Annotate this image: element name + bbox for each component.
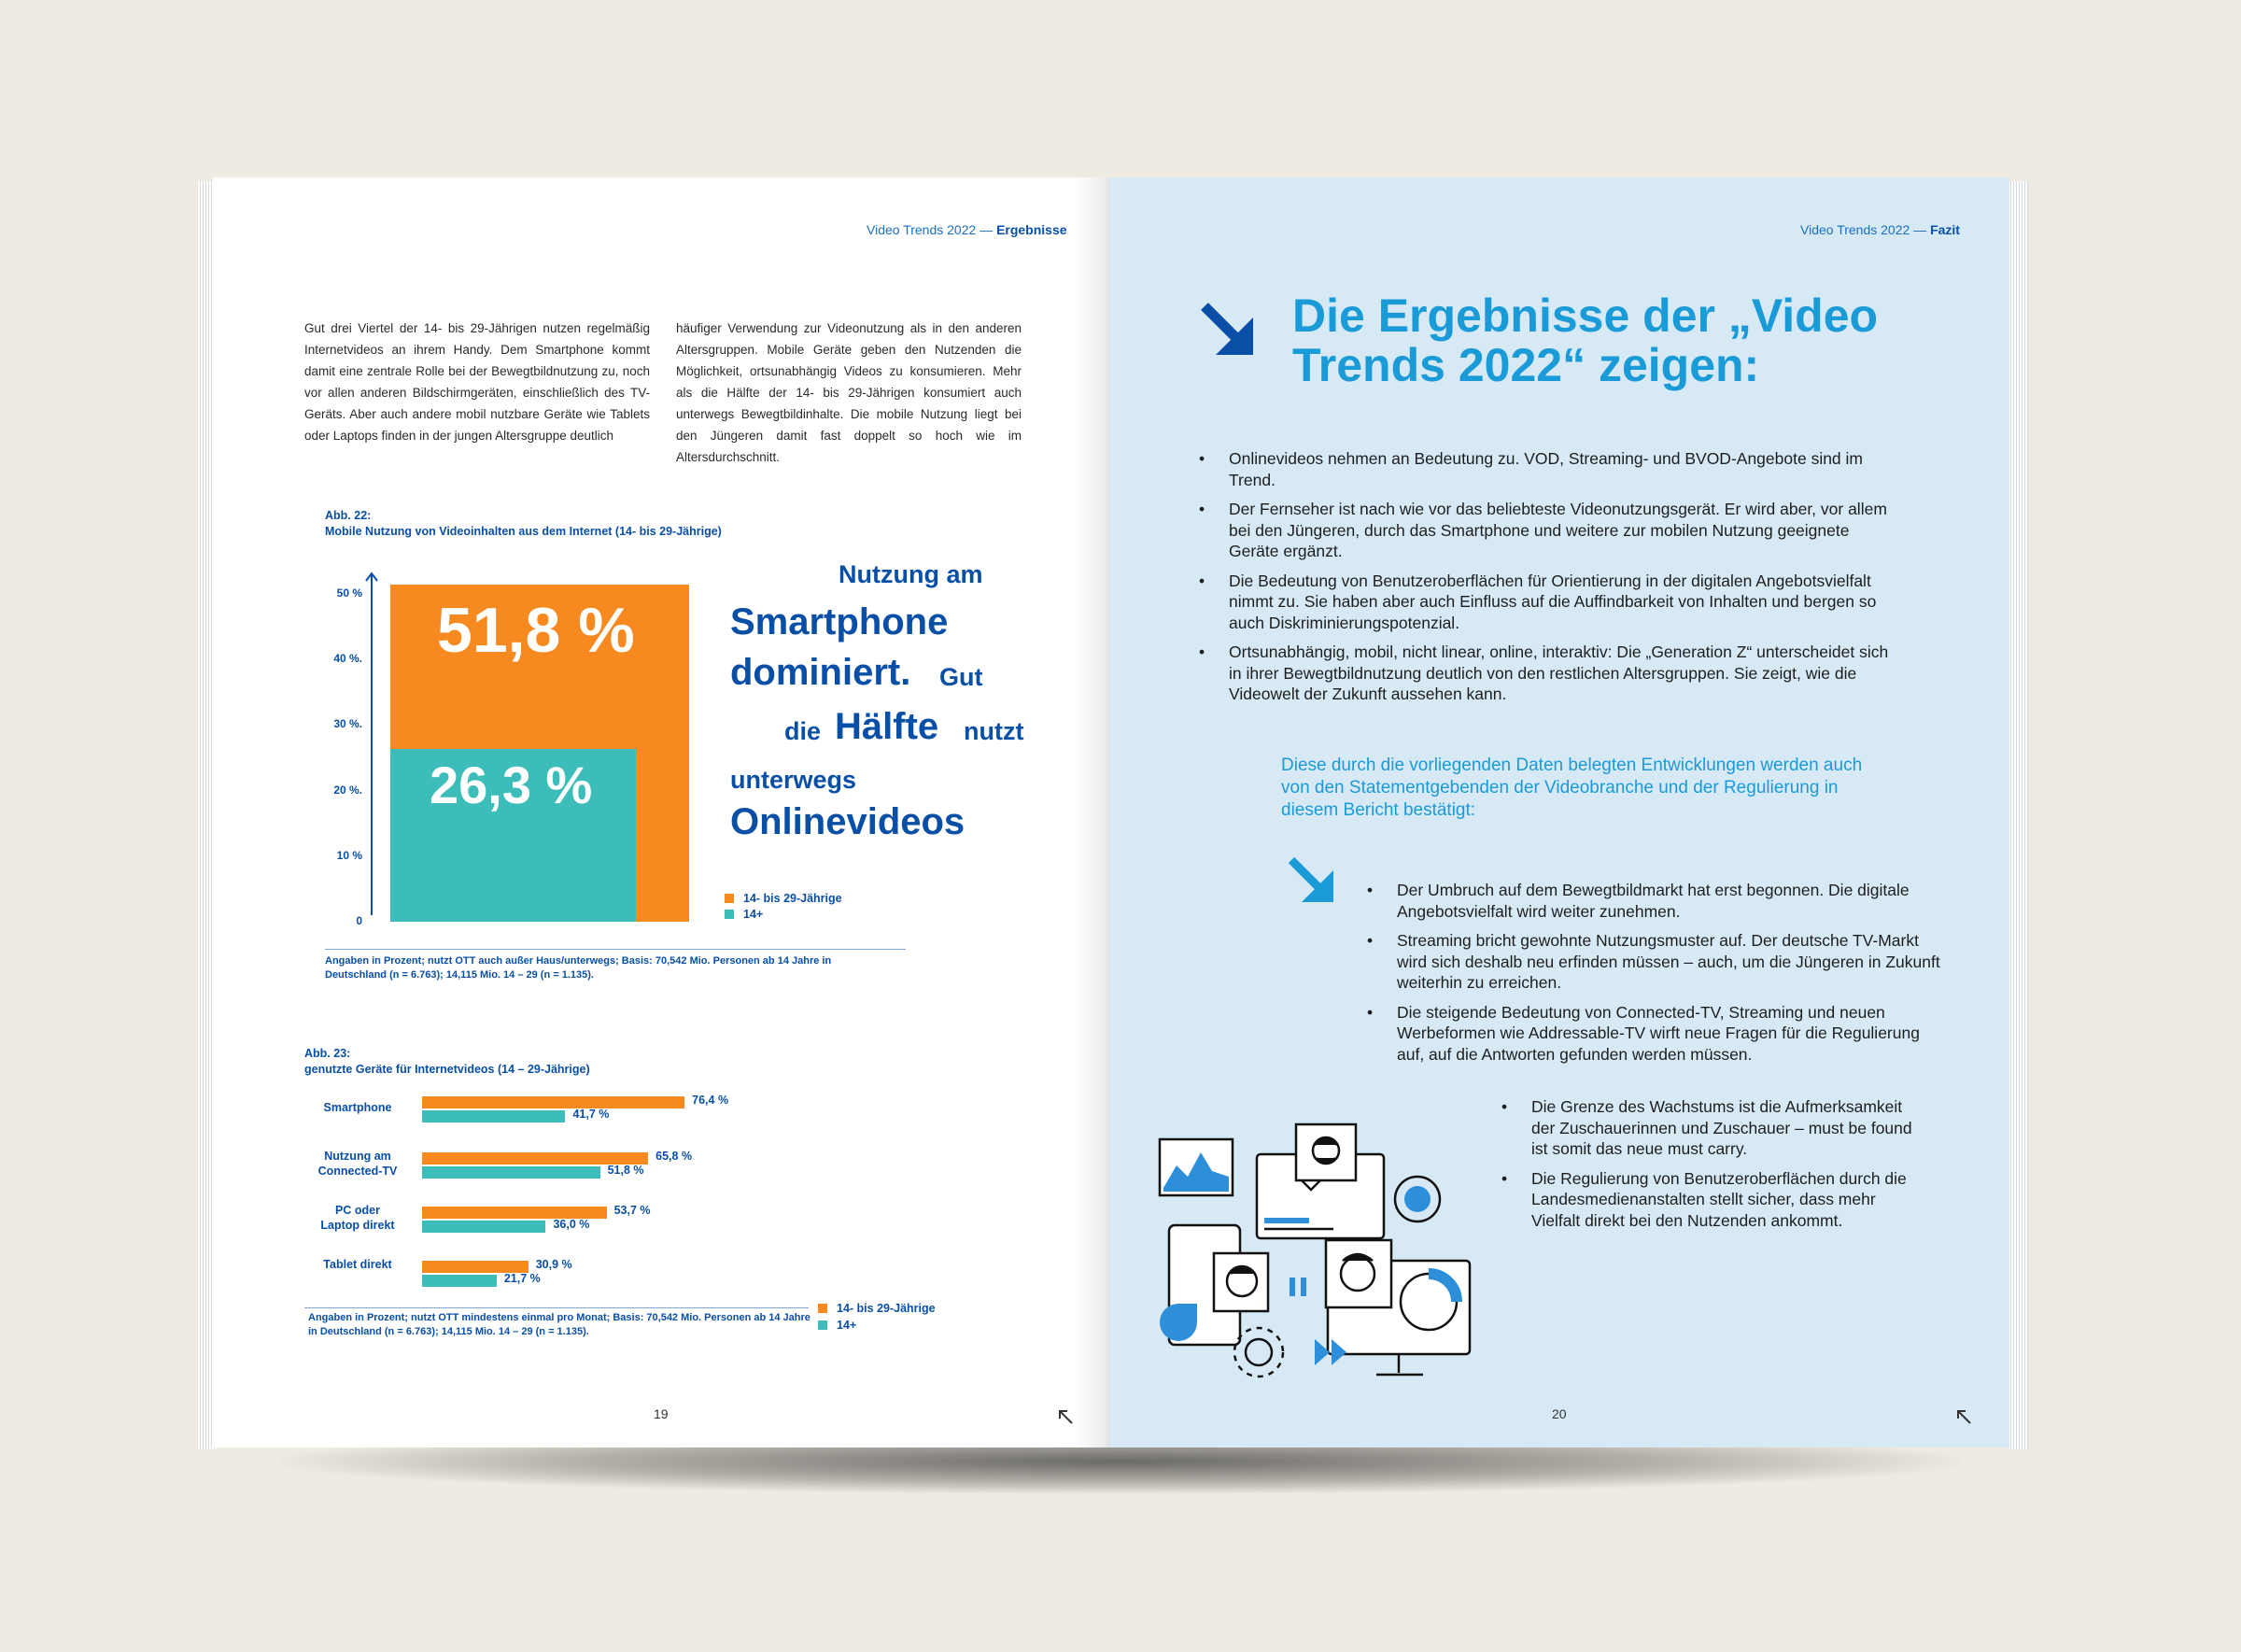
fig22-word-5: die xyxy=(784,717,822,745)
list-item: • Ortsunabhängig, mobil, nicht linear, online, interaktiv: Die „Generation Z“ unterscheidet sich in ihrer Bewegtbildnutzung deutlich von den restlichen Altersgruppen. Sie zeigt, wie die Videowelt der Zukunft aussehen kann. xyxy=(1199,642,1890,705)
fig23-bar xyxy=(422,1275,497,1287)
fig23-bar xyxy=(422,1096,684,1108)
fig22-heading: Abb. 22: Mobile Nutzung von Videoinhalten aus dem Internet (14- bis 29-Jährige) xyxy=(325,509,722,538)
fig22-rule xyxy=(325,949,906,950)
fig23-bar xyxy=(422,1166,600,1179)
list-item: • Der Umbruch auf dem Bewegtbildmarkt hat erst begonnen. Die digitale Angebotsvielfalt wird weiter zunehmen. xyxy=(1367,880,1946,922)
left-text-column-1: Gut drei Viertel der 14- bis 29-Jährigen nutzen regelmäßig Internetvideos an ihrem Handy. Dem Smartphone kommt damit eine zentrale Rolle bei der Bewegtbildnutzung zu, noch vor allen anderen Bildschirmgeräten, einschließlich des TV-Geräts. Aber auch andere mobil nutzbare Geräte wie Tablets oder Laptops finden in der jungen Altersgruppe deutlich xyxy=(304,321,650,443)
list-item: • Die Bedeutung von Benutzeroberflächen für Orientierung in der digitalen Angebotsvielfalt nimmt zu. Sie haben aber auch Einfluss auf die Auffindbarkeit von Inhalten und bergen so auch Diskriminierungspotenzial. xyxy=(1199,571,1890,634)
fig23-bar xyxy=(422,1110,565,1123)
fig22-note: Angaben in Prozent; nutzt OTT auch außer Haus/unterwegs; Basis: 70,542 Mio. Personen ab 14 Jahre in Deutschland (n = 6.763); 14,115 Mio. 14 – 29 (n = 1.135). xyxy=(325,955,832,981)
conclusion-bullet-list xyxy=(1501,1096,1912,1239)
fig23-category-label: Smartphone xyxy=(323,1101,392,1114)
fig22-value-14plus: 26,3 % xyxy=(430,755,593,815)
fig22-y-tick: 30 %. xyxy=(333,717,362,731)
fig22-y-tick: 0 xyxy=(356,914,362,927)
list-item: • Die steigende Bedeutung von Connected-TV, Streaming und neuen Werbeformen wie Addressable-TV wirft neue Fragen für die Regulierung auf, auf die Antworten gefunden werden müssen. xyxy=(1367,1002,1946,1066)
fig23-bar xyxy=(422,1221,545,1233)
fig23-legend-14plus: 14+ xyxy=(818,1319,856,1332)
left-page-header: Video Trends 2022 — Ergebnisse xyxy=(867,222,1067,237)
left-page xyxy=(213,177,1109,1447)
right-page-header: Video Trends 2022 — Fazit xyxy=(1800,222,1960,237)
fig22-y-axis xyxy=(362,570,381,920)
right-page xyxy=(1109,177,2009,1447)
page-stack-right xyxy=(2008,181,2028,1449)
fig23-value-label: 21,7 % xyxy=(503,1272,541,1285)
list-item: • Die Regulierung von Benutzeroberflächen durch die Landesmedienanstalten stellt sicher, dass mehr Vielfalt direkt bei den Nutzenden ankommt. xyxy=(1501,1168,1912,1232)
fig23-category-label: PC oder Laptop direkt xyxy=(320,1204,395,1232)
fig22-word-2: Smartphone xyxy=(730,601,949,642)
fig22-word-9: Onlinevideos xyxy=(730,801,965,842)
list-item: • Onlinevideos nehmen an Bedeutung zu. VOD, Streaming- und BVOD-Angebote sind im Trend. xyxy=(1199,448,1890,490)
devices-illustration xyxy=(1156,1121,1492,1391)
list-item: • Die Grenze des Wachstums ist die Aufmerksamkeit der Zuschauerinnen und Zuschauer – must be found ist somit das neue must carry. xyxy=(1501,1096,1912,1160)
arrow-down-right-icon xyxy=(1199,301,1257,359)
list-item: • Streaming bricht gewohnte Nutzungsmuster auf. Der deutsche TV-Markt wird sich deshalb neu erfinden müssen – auch, um die Jüngeren in Zukunft weiterhin zu erreichen. xyxy=(1367,930,1946,994)
right-page-number: 20 xyxy=(1552,1406,1567,1421)
back-arrow-icon-right[interactable] xyxy=(1955,1408,1972,1425)
back-arrow-icon[interactable] xyxy=(1057,1408,1074,1425)
fig22-y-tick: 10 % xyxy=(336,848,362,862)
fig23-value-label: 76,4 % xyxy=(692,1094,729,1107)
fig22-y-tick: 20 %. xyxy=(333,783,362,797)
left-page-number: 19 xyxy=(654,1406,669,1421)
fig22-bar-14plus xyxy=(390,749,636,922)
fig23-value-label: 36,0 % xyxy=(553,1218,590,1231)
right-page-title: Die Ergebnisse der „Video Trends 2022“ zeigen: xyxy=(1292,289,1879,391)
fig23-category-label: Nutzung am Connected-TV xyxy=(317,1150,398,1178)
fig22-value-14-29: 51,8 % xyxy=(437,595,635,666)
fig23-value-label: 51,8 % xyxy=(607,1164,644,1177)
fig22-word-3: dominiert. xyxy=(730,652,911,693)
fig23-note: Angaben in Prozent; nutzt OTT mindestens einmal pro Monat; Basis: 70,542 Mio. Personen ab 14 Jahre in Deutschland (n = 6.763); 14,115 Mio. 14 – 29 (n = 1.135). xyxy=(308,1312,810,1337)
fig23-heading: Abb. 23: genutzte Geräte für Internetvideos (14 – 29-Jährige) xyxy=(304,1047,590,1076)
fig22-y-tick: 40 %. xyxy=(333,652,362,666)
fig23-legend-14-29: 14- bis 29-Jährige xyxy=(818,1302,936,1315)
fig22-word-6: Hälfte xyxy=(835,706,939,747)
summary-bullet-list xyxy=(1199,448,1890,713)
fig23-value-label: 41,7 % xyxy=(572,1108,610,1121)
fig22-legend-14-29: 14- bis 29-Jährige xyxy=(725,892,842,905)
fig23-value-label: 30,9 % xyxy=(535,1258,572,1271)
fig23-category-label: Tablet direkt xyxy=(323,1258,392,1271)
fig22-word-8: unterwegs xyxy=(730,766,857,794)
statement-bullet-list xyxy=(1367,880,1946,1073)
left-text-column-2: häufiger Verwendung zur Videonutzung als in den anderen Altersgruppen. Mobile Geräte geben den Nutzenden die Möglichkeit, ortsunabhängig Videos zu konsumieren. Mehr als die Hälfte der 14- bis 29-Jährigen konsumiert auch unterwegs Bewegtbildinhalte. Die mobile Nutzung liegt bei den Jüngeren damit fast doppelt so hoch wie im Altersdurchschnitt. xyxy=(676,321,1022,464)
fig22-y-tick: 50 % xyxy=(336,586,362,600)
fig22-word-4: Gut xyxy=(939,663,983,691)
summary-quote: Diese durch die vorliegenden Daten belegten Entwicklungen werden auch von den Statementgebenden der Videobranche und der Regulierung in diesem Bericht bestätigt: xyxy=(1281,755,1863,820)
arrow-down-right-icon-small xyxy=(1287,855,1339,908)
fig23-rule xyxy=(304,1307,809,1308)
fig23-value-label: 53,7 % xyxy=(613,1204,651,1217)
fig22-legend-14plus: 14+ xyxy=(725,908,763,921)
fig22-word-1: Nutzung am xyxy=(839,560,983,588)
list-item: • Der Fernseher ist nach wie vor das beliebteste Videonutzungsgerät. Er wird aber, vor allem bei den Jüngeren, durch das Smartphone und weitere zur mobilen Nutzung geeignete Geräte ergänzt. xyxy=(1199,499,1890,562)
fig22-word-7: nutzt xyxy=(964,717,1024,745)
fig23-value-label: 65,8 % xyxy=(655,1150,693,1163)
